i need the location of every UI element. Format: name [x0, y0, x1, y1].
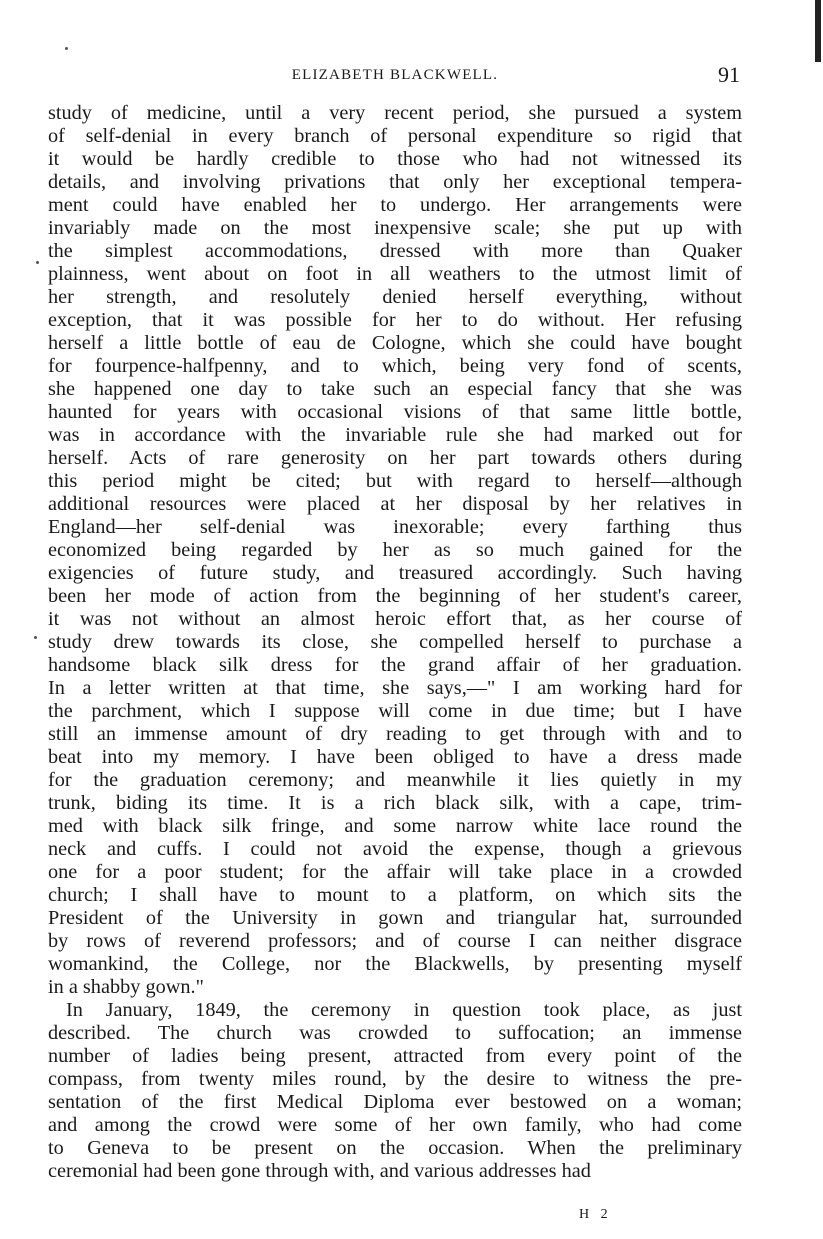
text-line: plainness, went about on foot in all weathers to the utmost limit of [48, 263, 742, 285]
text-line: for the graduation ceremony; and meanwhile it lies quietly in my [48, 769, 742, 791]
speck-mark [34, 636, 37, 639]
text-line: study of medicine, until a very recent period, she pursued a system [48, 102, 742, 124]
running-title: ELIZABETH BLACKWELL. [291, 67, 499, 83]
text-line: church; I shall have to mount to a platform, on which sits the [48, 884, 742, 906]
text-line: England—her self-denial was inexorable; every farthing thus [48, 516, 742, 538]
text-line: study drew towards its close, she compelled herself to purchase a [48, 631, 742, 653]
text-line: ceremonial had been gone through with, and various addresses had [48, 1160, 591, 1182]
text-line: trunk, biding its time. It is a rich black silk, with a cape, trim- [48, 792, 742, 814]
text-line: and among the crowd were some of her own family, who had come [48, 1114, 742, 1136]
text-line: compass, from twenty miles round, by the desire to witness the pre- [48, 1068, 742, 1090]
text-line: herself a little bottle of eau de Cologne, which she could have bought [48, 332, 742, 354]
text-line: in a shabby gown." [48, 976, 204, 998]
text-line: In January, 1849, the ceremony in question took place, as just [66, 999, 742, 1021]
text-line: invariably made on the most inexpensive scale; she put up with [48, 217, 742, 239]
text-line: been her mode of action from the beginning of her student's career, [48, 585, 742, 607]
text-line: one for a poor student; for the affair will take place in a crowded [48, 861, 742, 883]
text-line: for fourpence-halfpenny, and to which, being very fond of scents, [48, 355, 742, 377]
text-line: it was not without an almost heroic effort that, as her course of [48, 608, 742, 630]
page-edge-shadow [815, 0, 821, 62]
text-line: womankind, the College, nor the Blackwells, by presenting myself [48, 953, 742, 975]
signature-mark: H 2 [579, 1207, 612, 1222]
text-line: the simplest accommodations, dressed with more than Quaker [48, 240, 742, 262]
text-line: ment could have enabled her to undergo. Her arrangements were [48, 194, 742, 216]
text-line: described. The church was crowded to suffocation; an immense [48, 1022, 742, 1044]
text-line: exigencies of future study, and treasured accordingly. Such having [48, 562, 742, 584]
text-line: still an immense amount of dry reading to get through with and to [48, 723, 742, 745]
text-line: handsome black silk dress for the grand affair of her graduation. [48, 654, 742, 676]
text-line: exception, that it was possible for her to do without. Her refusing [48, 309, 742, 331]
speck-mark [36, 261, 39, 264]
text-line: by rows of reverend professors; and of course I can neither disgrace [48, 930, 742, 952]
text-line: President of the University in gown and triangular hat, surrounded [48, 907, 742, 929]
page-header [48, 62, 742, 88]
text-line: number of ladies being present, attracted from every point of the [48, 1045, 742, 1067]
text-line: this period might be cited; but with regard to herself—although [48, 470, 742, 492]
text-line: sentation of the first Medical Diploma ever bestowed on a woman; [48, 1091, 742, 1113]
text-line: to Geneva to be present on the occasion. When the preliminary [48, 1137, 742, 1159]
text-line: beat into my memory. I have been obliged to have a dress made [48, 746, 742, 768]
body-text [48, 102, 742, 1183]
text-line: of self-denial in every branch of personal expenditure so rigid that [48, 125, 742, 147]
text-line: details, and involving privations that only her exceptional tempera- [48, 171, 742, 193]
text-line: In a letter written at that time, she says,—" I am working hard for [48, 677, 742, 699]
speck-mark [65, 47, 68, 50]
text-line: she happened one day to take such an especial fancy that she was [48, 378, 742, 400]
text-line: her strength, and resolutely denied herself everything, without [48, 286, 742, 308]
text-line: haunted for years with occasional visions of that same little bottle, [48, 401, 742, 423]
text-line: economized being regarded by her as so much gained for the [48, 539, 742, 561]
page-number: 91 [718, 62, 740, 87]
text-line: was in accordance with the invariable rule she had marked out for [48, 424, 742, 446]
text-line: med with black silk fringe, and some narrow white lace round the [48, 815, 742, 837]
text-line: it would be hardly credible to those who had not witnessed its [48, 148, 742, 170]
text-line: the parchment, which I suppose will come in due time; but I have [48, 700, 742, 722]
text-line: herself. Acts of rare generosity on her part towards others during [48, 447, 742, 469]
text-line: additional resources were placed at her disposal by her relatives in [48, 493, 742, 515]
text-line: neck and cuffs. I could not avoid the expense, though a grievous [48, 838, 742, 860]
